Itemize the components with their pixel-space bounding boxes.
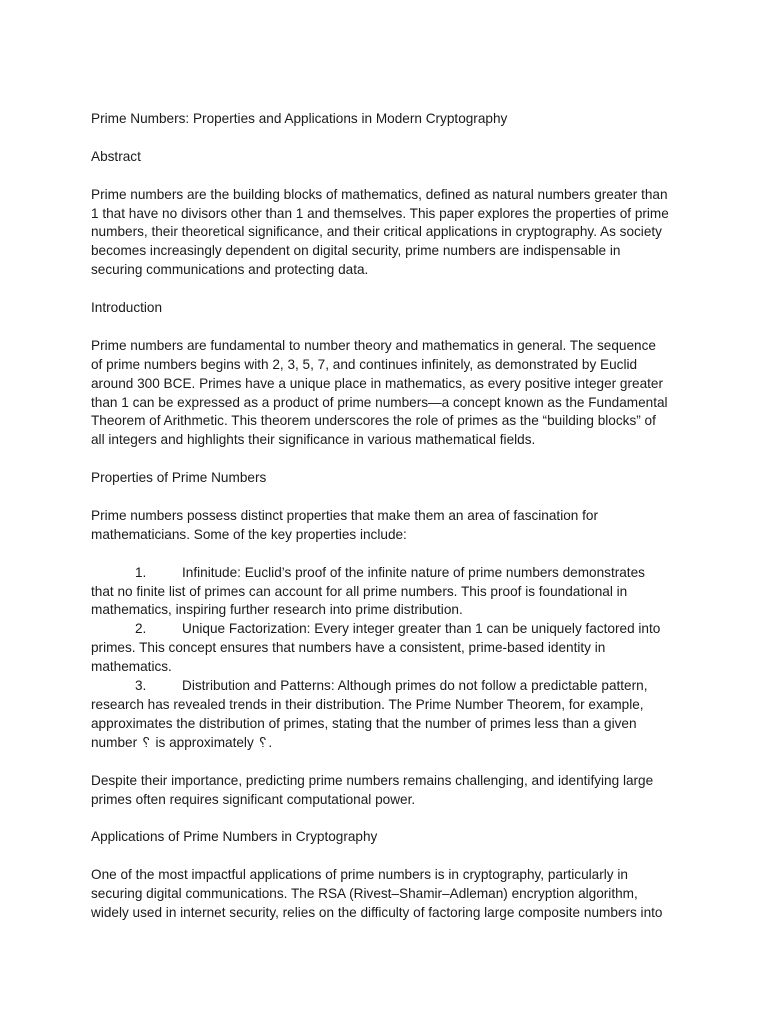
list-item-number: 1. <box>135 564 147 580</box>
properties-list <box>91 564 671 753</box>
list-item <box>91 677 671 753</box>
list-item-text: Infinitude: Euclid’s proof of the infinite nature of prime numbers demonstrates that no finite list of primes can account for all prime numbers. This proof is foundational in mathematics, inspiring further research into prime distribution. <box>91 564 645 618</box>
properties-heading: Properties of Prime Numbers <box>91 470 267 486</box>
applications-paragraph: One of the most impactful applications of prime numbers is in cryptography, particularly in securing digital communications. The RSA (Rivest–Shamir–Adleman) encryption algorithm, widely used in internet security, relies on the difficulty of factoring large composite numbers into <box>91 867 663 920</box>
document-body <box>91 110 671 942</box>
properties-closing-paragraph: Despite their importance, predicting prime numbers remains challenging, and identifying large primes often requires significant computational power. <box>91 772 654 807</box>
list-item <box>91 620 671 677</box>
list-item-number: 2. <box>135 621 147 637</box>
properties-intro-paragraph: Prime numbers possess distinct properties that make them an area of fascination for mathematicians. Some of the key properties include: <box>91 507 598 542</box>
list-item-text: Distribution and Patterns: Although primes do not follow a predictable pattern, research has revealed trends in their distribution. The Prime Number Theorem, for example, approximates the distribution of primes, stating that the number of primes less than a given number ␦ is approximately ␦. <box>91 678 648 750</box>
list-item <box>91 564 671 621</box>
introduction-paragraph: Prime numbers are fundamental to number theory and mathematics in general. The sequence of prime numbers begins with 2, 3, 5, 7, and continues infinitely, as demonstrated by Euclid around 300 BCE. Primes have a unique place in mathematics, as every positive integer greater than 1 can be expressed as a product of prime numbers—a concept known as the Fundamental Theorem of Arithmetic. This theorem underscores the role of primes as the “building blocks” of all integers and highlights their significance in various mathematical fields. <box>91 337 668 448</box>
list-item-text: Unique Factorization: Every integer greater than 1 can be uniquely factored into primes. This concept ensures that numbers have a consistent, prime-based identity in mathematics. <box>91 621 661 675</box>
abstract-heading: Abstract <box>91 148 141 164</box>
abstract-paragraph: Prime numbers are the building blocks of mathematics, defined as natural numbers greater than 1 that have no divisors other than 1 and themselves. This paper explores the properties of prime numbers, their theoretical significance, and their critical applications in cryptography. As society becomes increasingly dependent on digital security, prime numbers are indispensable in securing communications and protecting data. <box>91 186 669 278</box>
document-title: Prime Numbers: Properties and Applications in Modern Cryptography <box>91 111 508 126</box>
introduction-heading: Introduction <box>91 300 163 316</box>
list-item-number: 3. <box>135 678 147 694</box>
applications-heading: Applications of Prime Numbers in Cryptography <box>91 829 378 845</box>
